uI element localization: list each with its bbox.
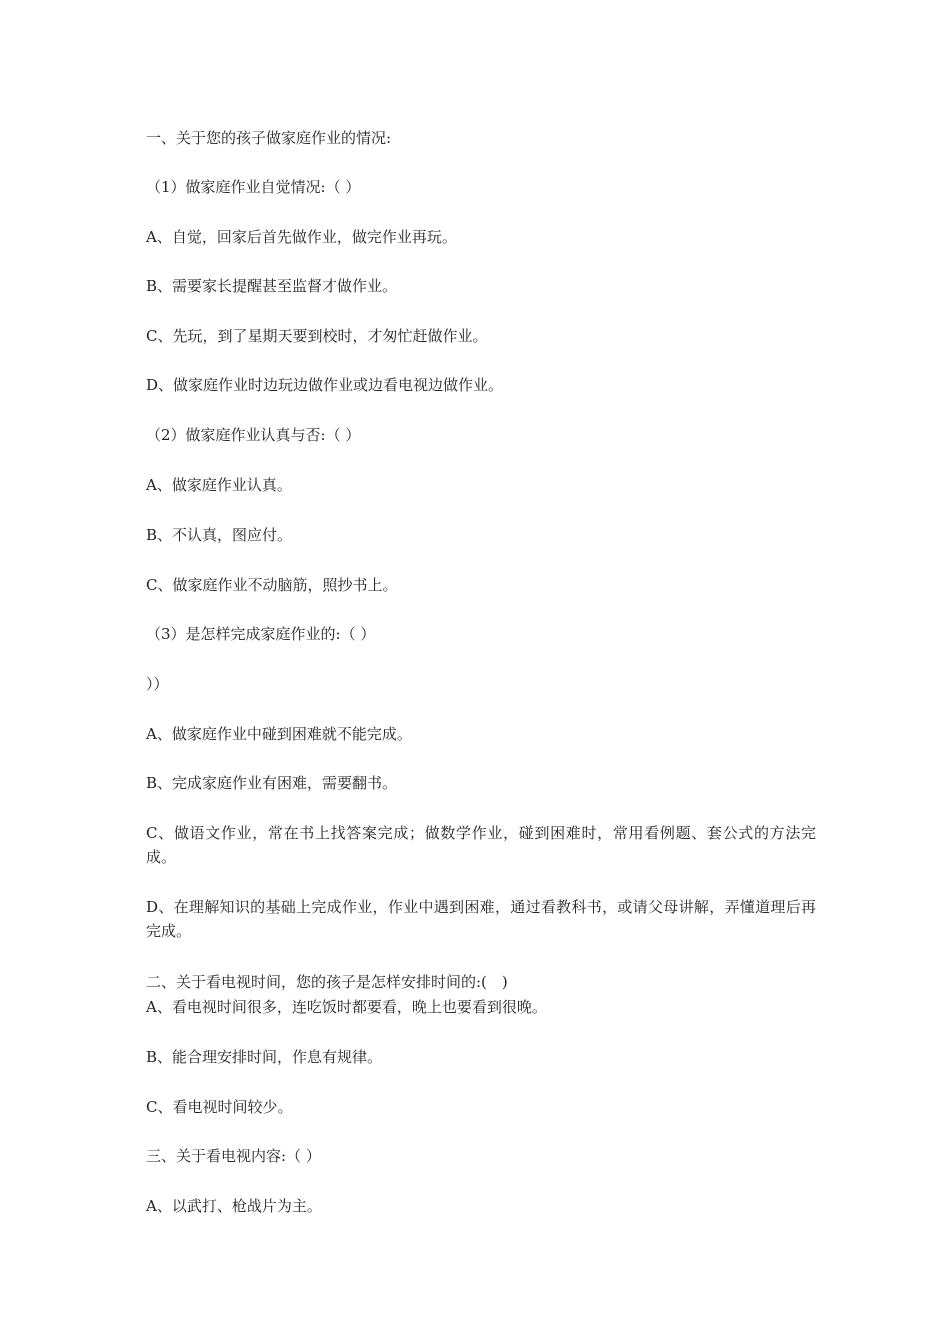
option-1d: D、做家庭作业时边玩边做作业或边看电视边做作业。 — [146, 376, 504, 394]
option-1a: A、自觉，回家后首先做作业，做完作业再玩。 — [146, 228, 457, 246]
option-3d: D、在理解知识的基础上完成作业，作业中遇到困难，通过看教科书，或请父母讲解，弄懂道理后再完成。 — [146, 898, 816, 940]
option-2b: B、不认真，图应付。 — [146, 526, 293, 544]
option-1b: B、需要家长提醒甚至监督才做作业。 — [146, 277, 398, 295]
stray-parentheses: ）） — [146, 675, 169, 693]
option-2a: A、做家庭作业认真。 — [146, 476, 292, 494]
section-heading-tv-time: 二、关于看电视时间，您的孩子是怎样安排时间的:( ) — [146, 973, 508, 991]
option-tv-time-a: A、看电视时间很多，连吃饭时都要看，晚上也要看到很晚。 — [146, 998, 547, 1016]
question-2-homework-seriousness: （2）做家庭作业认真与否:（ ） — [146, 426, 361, 444]
option-2c: C、做家庭作业不动脑筋，照抄书上。 — [146, 576, 398, 594]
option-tv-time-b: B、能合理安排时间，作息有规律。 — [146, 1048, 383, 1066]
option-1c: C、先玩，到了星期天要到校时，才匆忙赶做作业。 — [146, 327, 488, 345]
question-1-homework-self-discipline: （1）做家庭作业自觉情况:（ ） — [146, 178, 361, 196]
option-tv-time-c: C、看电视时间较少。 — [146, 1098, 293, 1116]
section-heading-homework: 一、关于您的孩子做家庭作业的情况: — [146, 129, 392, 147]
option-3b: B、完成家庭作业有困难，需要翻书。 — [146, 774, 398, 792]
section-heading-tv-content: 三、关于看电视内容:（ ） — [146, 1147, 321, 1165]
question-3-homework-completion: （3）是怎样完成家庭作业的:（ ） — [146, 625, 376, 643]
option-3c: C、做语文作业，常在书上找答案完成；做数学作业，碰到困难时，常用看例题、套公式的方法完成。 — [146, 824, 816, 866]
option-3a: A、做家庭作业中碰到困难就不能完成。 — [146, 725, 412, 743]
option-tv-content-a: A、以武打、枪战片为主。 — [146, 1197, 322, 1215]
